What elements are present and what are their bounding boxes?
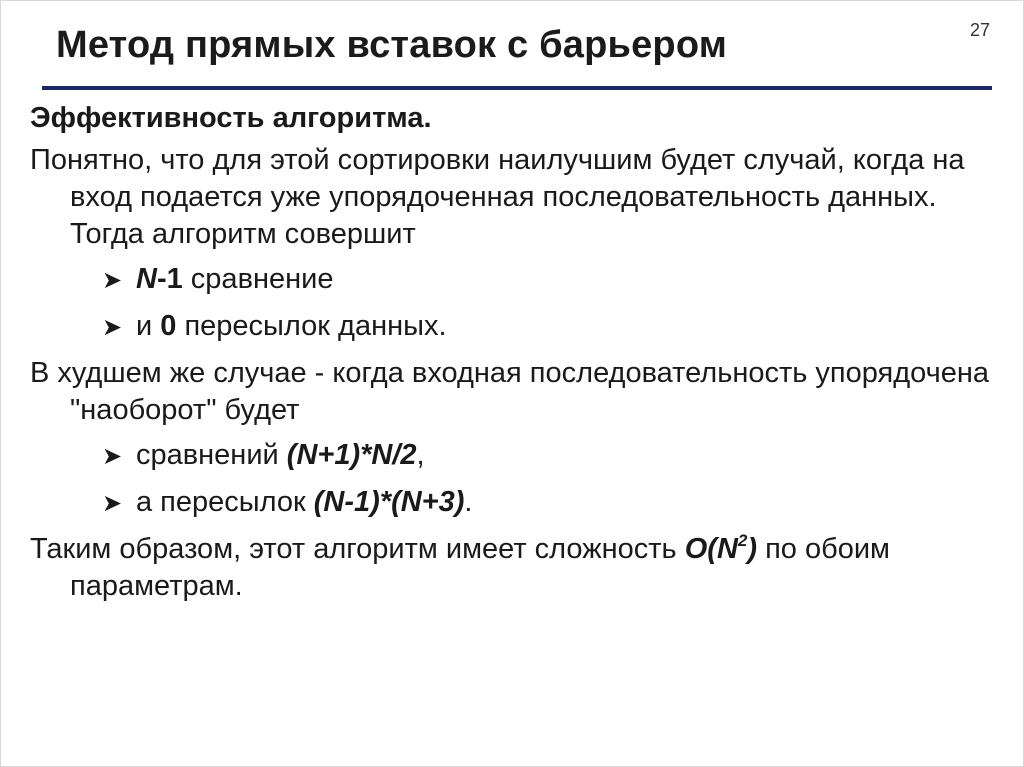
bullet-worst-comparisons: ➤ сравнений (N+1)*N/2, xyxy=(102,437,1010,475)
math-num: -1 xyxy=(156,263,183,295)
worst-case-paragraph: В худшем же случае - когда входная последовательность упорядочена "наоборот" будет xyxy=(30,357,990,426)
math-var: N xyxy=(136,263,157,295)
bullet-best-comparisons: ➤ N-1 сравнение xyxy=(102,261,1010,299)
arrow-bullet-icon: ➤ xyxy=(102,443,123,470)
math-expression: (N+1)*N/2 xyxy=(286,439,417,471)
bullet-worst-moves: ➤ а пересылок (N-1)*(N+3). xyxy=(102,484,1010,522)
big-o-expression: $O(N^2)$ xyxy=(684,531,758,565)
section-heading: Эффективность алгоритма. xyxy=(30,102,432,134)
bullet-best-moves: ➤ и 0 пересылок данных. xyxy=(102,308,1010,346)
slide-number: 27 xyxy=(970,20,991,40)
arrow-bullet-icon: ➤ xyxy=(102,314,123,341)
best-case-paragraph: Понятно, что для этой сортировки наилучшим будет случай, когда на вход подается уже упорядоченная последовательность данных. Тогда алгоритм совершит xyxy=(30,144,965,250)
complexity-paragraph: Таким образом, этот алгоритм имеет сложность $O(N^2)$ по обоим параметрам. xyxy=(30,531,890,602)
math-expression: (N-1)*(N+3) xyxy=(313,486,465,518)
title-rule xyxy=(42,86,992,90)
arrow-bullet-icon: ➤ xyxy=(102,267,123,294)
slide-body xyxy=(30,100,1010,610)
math-num: 0 xyxy=(160,310,177,342)
arrow-bullet-icon: ➤ xyxy=(102,490,123,517)
slide-title: Метод прямых вставок с барьером xyxy=(56,24,728,66)
